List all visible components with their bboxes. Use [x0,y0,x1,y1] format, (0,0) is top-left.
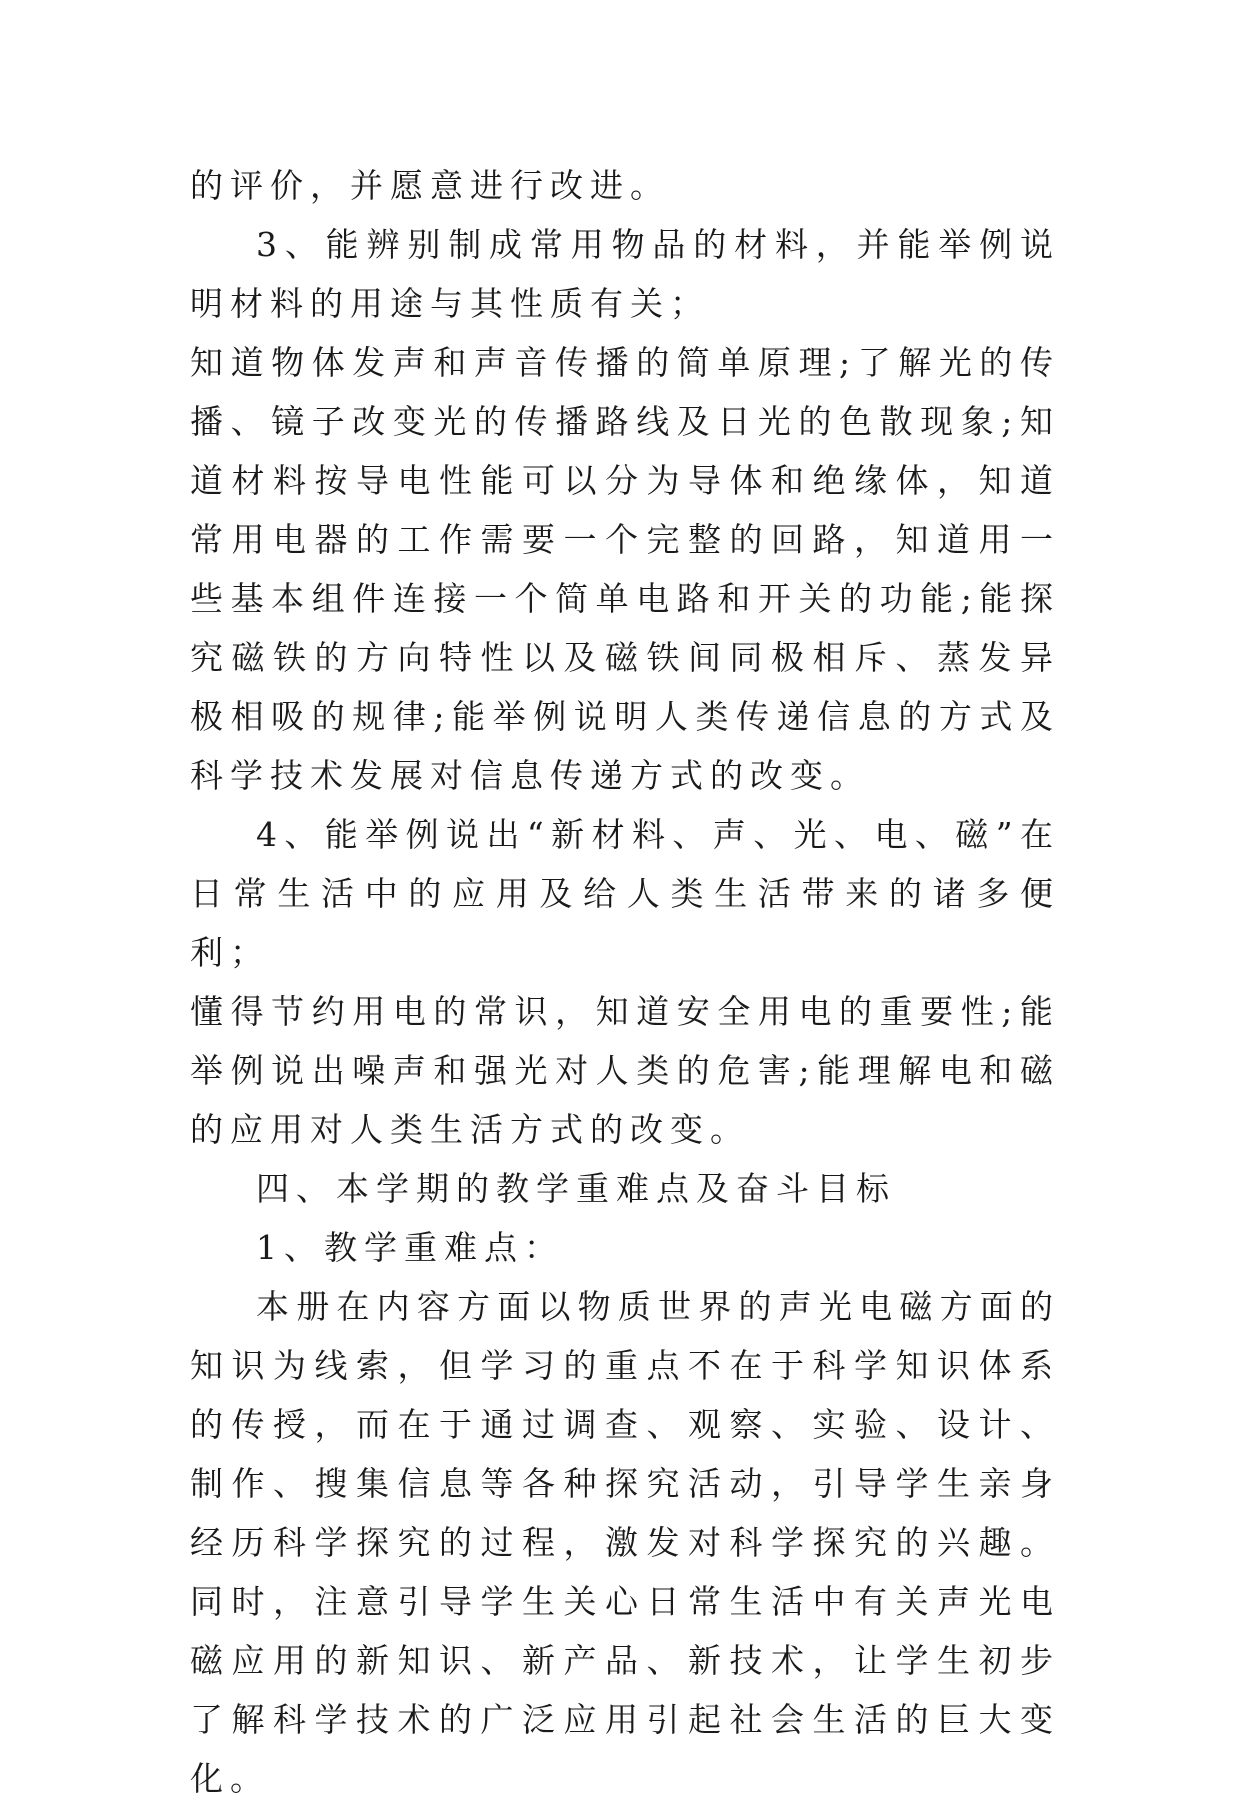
paragraph-2: 3、能辨别制成常用物品的材料，并能举例说明材料的用途与其性质有关； [190,225,1060,323]
paragraph-3: 知道物体发声和声音传播的简单原理;了解光的传播、镜子改变光的传播路线及日光的色散现象;知道材料按导电性能可以分为导体和绝缘体，知道常用电器的工作需要一个完整的回路，知道用一些基本组件连接一个简单电路和开关的功能;能探究磁铁的方向特性以及磁铁间同极相斥、蒸发异极相吸的规律;能举例说明人类传递信息的方式及科学技术发展对信息传递方式的改变。 [190,343,1060,795]
paragraph-4: 4、能举例说出“新材料、声、光、电、磁”在日常生活中的应用及给人类生活带来的诸多便利； [190,815,1060,972]
section-heading: 四、本学期的教学重难点及奋斗目标 [256,1169,896,1208]
paragraph-1: 的评价，并愿意进行改进。 [190,166,670,205]
document-body [190,156,1060,1808]
paragraph-6: 本册在内容方面以物质世界的声光电磁方面的知识为线索，但学习的重点不在于科学知识体系的传授，而在于通过调查、观察、实验、设计、制作、搜集信息等各种探究活动，引导学生亲身经历科学探究的过程，激发对科学探究的兴趣。同时，注意引导学生关心日常生活中有关声光电磁应用的新知识、新产品、新技术，让学生初步了解科学技术的广泛应用引起社会生活的巨大变化。 [190,1287,1060,1798]
subsection-heading: 1、教学重难点： [256,1228,564,1267]
paragraph-5: 懂得节约用电的常识，知道安全用电的重要性;能举例说出噪声和强光对人类的危害;能理解电和磁的应用对人类生活方式的改变。 [190,992,1060,1149]
